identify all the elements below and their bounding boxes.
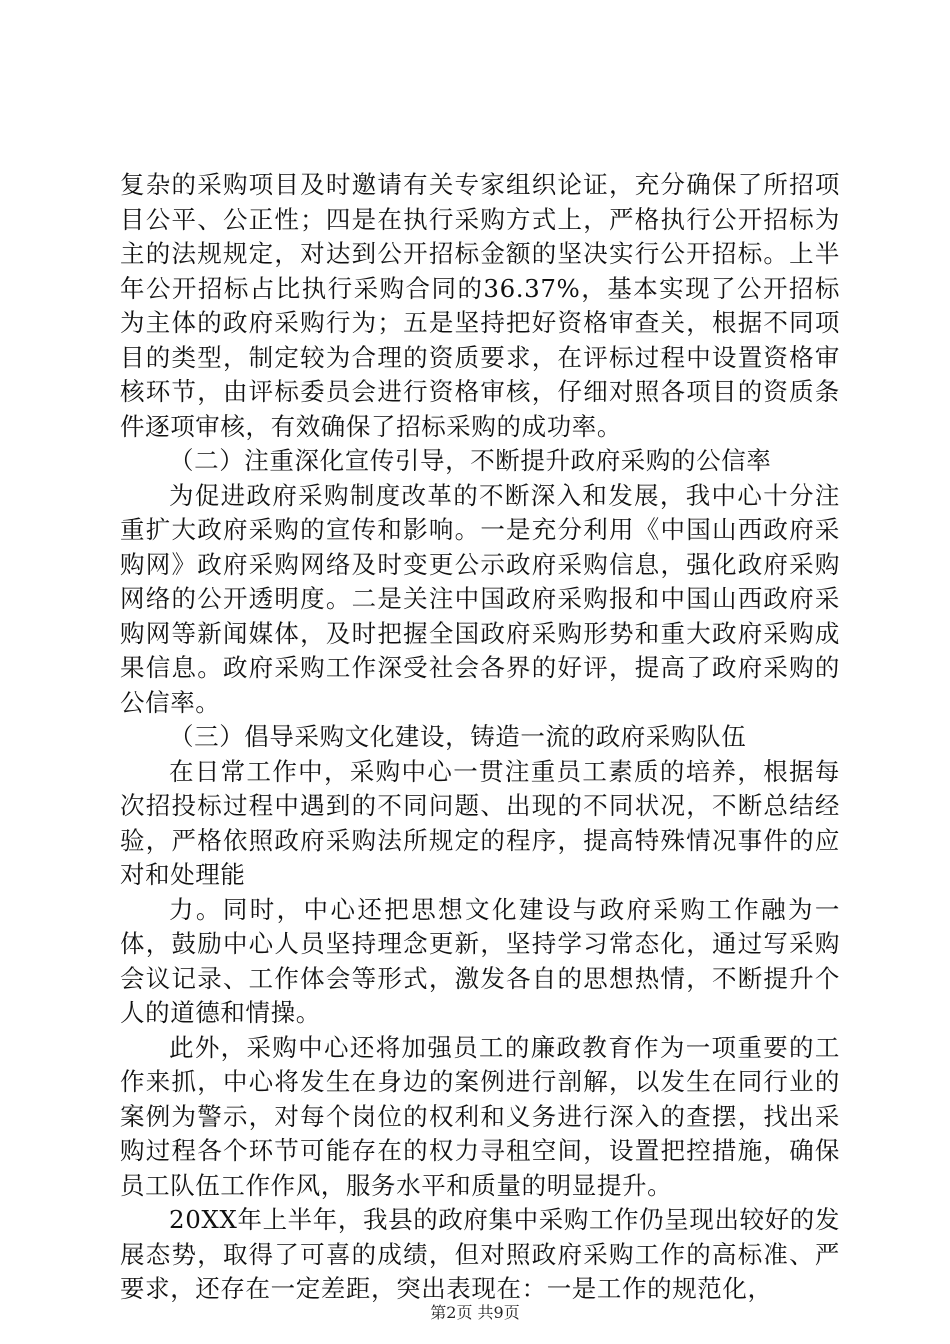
paragraph: 在日常工作中，采购中心一贯注重员工素质的培养，根据每次招投标过程中遇到的不同问题、出现的不同状况，不断总结经验，严格依照政府采购法所规定的程序，提高特殊情况事件的应对和处理能 xyxy=(120,756,840,889)
document-body xyxy=(120,168,840,1307)
paragraph: 20XX年上半年，我县的政府集中采购工作仍呈现出较好的发展态势，取得了可喜的成绩，但对照政府采购工作的高标准、严要求，还存在一定差距，突出表现在：一是工作的规范化， xyxy=(120,1205,840,1303)
paragraph: 力。同时，中心还把思想文化建设与政府采购工作融为一体，鼓励中心人员坚持理念更新，坚持学习常态化，通过写采购会议记录、工作体会等形式，激发各自的思想热情，不断提升个人的道德和情操。 xyxy=(120,894,840,1027)
section-heading: （三）倡导采购文化建设，铸造一流的政府采购队伍 xyxy=(169,722,747,751)
paragraph: 复杂的采购项目及时邀请有关专家组织论证，充分确保了所招项目公平、公正性；四是在执行采购方式上，严格执行公开招标为主的法规规定，对达到公开招标金额的坚决实行公开招标。上半年公开招标占比执行采购合同的36.37%，基本实现了公开招标为主体的政府采购行为；五是坚持把好资格审查关，根据不同项目的类型，制定较为合理的资质要求，在评标过程中设置资格审核环节，由评标委员会进行资格审核，仔细对照各项目的资质条件逐项审核，有效确保了招标采购的成功率。 xyxy=(120,170,840,441)
section-heading: （二）注重深化宣传引导，不断提升政府采购的公信率 xyxy=(169,446,772,475)
paragraph: 此外，采购中心还将加强员工的廉政教育作为一项重要的工作来抓，中心将发生在身边的案例进行剖解，以发生在同行业的案例为警示，对每个岗位的权利和义务进行深入的查摆，找出采购过程各个环节可能存在的权力寻租空间，设置把控措施，确保员工队伍工作作风，服务水平和质量的明显提升。 xyxy=(120,1032,840,1200)
paragraph: 为促进政府采购制度改革的不断深入和发展，我中心十分注重扩大政府采购的宣传和影响。一是充分利用《中国山西政府采购网》政府采购网络及时变更公示政府采购信息，强化政府采购网络的公开透明度。二是关注中国政府采购报和中国山西政府采购网等新闻媒体，及时把握全国政府采购形势和重大政府采购成果信息。政府采购工作深受社会各界的好评，提高了政府采购的公信率。 xyxy=(120,480,840,717)
page-number-footer: 第2页 共9页 xyxy=(430,1303,520,1322)
